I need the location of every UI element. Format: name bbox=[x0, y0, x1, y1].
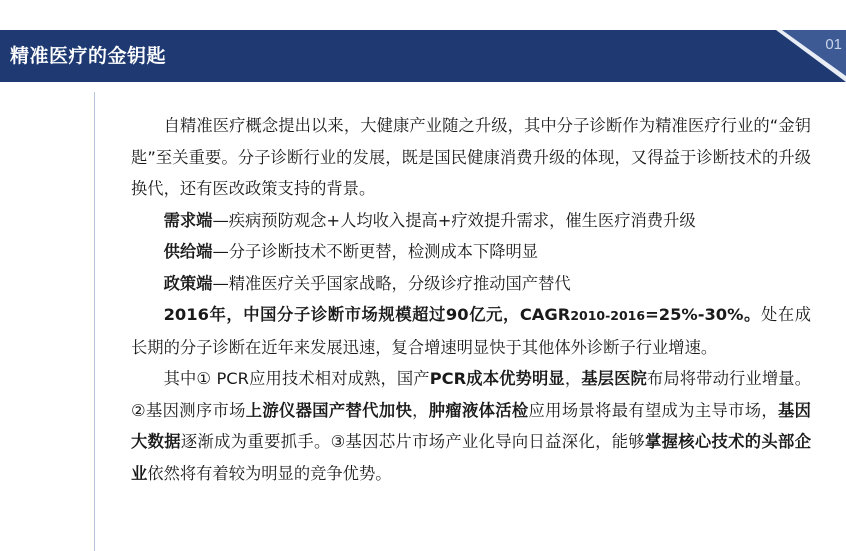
market-cagr-period: 2010-2016 bbox=[570, 308, 646, 323]
supply-label: 供给端 bbox=[163, 242, 213, 261]
slide-number: 01 bbox=[825, 36, 842, 53]
seg-12: 掌握核心技术的头部企业 bbox=[131, 432, 811, 483]
policy-line bbox=[131, 268, 811, 300]
demand-label: 需求端 bbox=[163, 210, 213, 230]
seg-6: 上游仪器国产替代加快 bbox=[245, 400, 413, 420]
supply-text: —分子诊断技术不断更替，检测成本下降明显 bbox=[212, 242, 539, 261]
market-rest: 处在成长期的分子诊断在近年来发展迅速，复合增速明显快于其他体外诊断子行业增速。 bbox=[131, 305, 811, 357]
seg-9: 应用场景将最有望成为主导市场， bbox=[528, 400, 779, 420]
seg-13: 依然将有着较为明显的竞争优势。 bbox=[147, 463, 392, 483]
seg-1: 其中① PCR应用技术相对成熟，国产 bbox=[163, 369, 430, 388]
seg-5: 布局将带动行业增量。②基因测序市场 bbox=[131, 369, 811, 420]
seg-11: 逐渐成为重要抓手。③基因芯片市场产业化导向日益深化，能够 bbox=[180, 432, 645, 451]
seg-3: ， bbox=[564, 369, 582, 388]
market-headline-1: 2016年，中国分子诊断市场规模超过90亿元，CAGR bbox=[163, 305, 571, 324]
demand-line bbox=[131, 205, 811, 237]
intro-paragraph: 自精准医疗概念提出以来，大健康产业随之升级，其中分子诊断作为精准医疗行业的“金钥匙”至关重要。分子诊断行业的发展，既是国民健康消费升级的体现，又得益于诊断技术的升级换代，还有医改政策支持的背景。 bbox=[131, 116, 811, 198]
policy-text: —精准医疗关乎国家战略，分级诊疗推动国产替代 bbox=[212, 273, 571, 293]
page-title: 精准医疗的金钥匙 bbox=[10, 45, 167, 67]
seg-4: 基层医院 bbox=[581, 369, 647, 388]
seg-7: ， bbox=[412, 400, 429, 420]
policy-label: 政策端 bbox=[163, 273, 213, 293]
market-headline-2: =25%-30%。 bbox=[645, 305, 761, 324]
seg-8: 肿瘤液体活检 bbox=[428, 400, 529, 420]
segments-paragraph bbox=[131, 363, 811, 489]
seg-10: 基因大数据 bbox=[131, 400, 811, 451]
left-divider-line bbox=[94, 92, 95, 551]
content-body bbox=[131, 110, 811, 489]
market-paragraph bbox=[131, 299, 811, 363]
supply-line bbox=[131, 236, 811, 268]
title-bar bbox=[0, 30, 846, 82]
demand-text: —疾病预防观念+人均收入提高+疗效提升需求，催生医疗消费升级 bbox=[212, 210, 696, 230]
top-margin bbox=[0, 0, 846, 30]
seg-2: PCR成本优势明显 bbox=[429, 369, 565, 388]
